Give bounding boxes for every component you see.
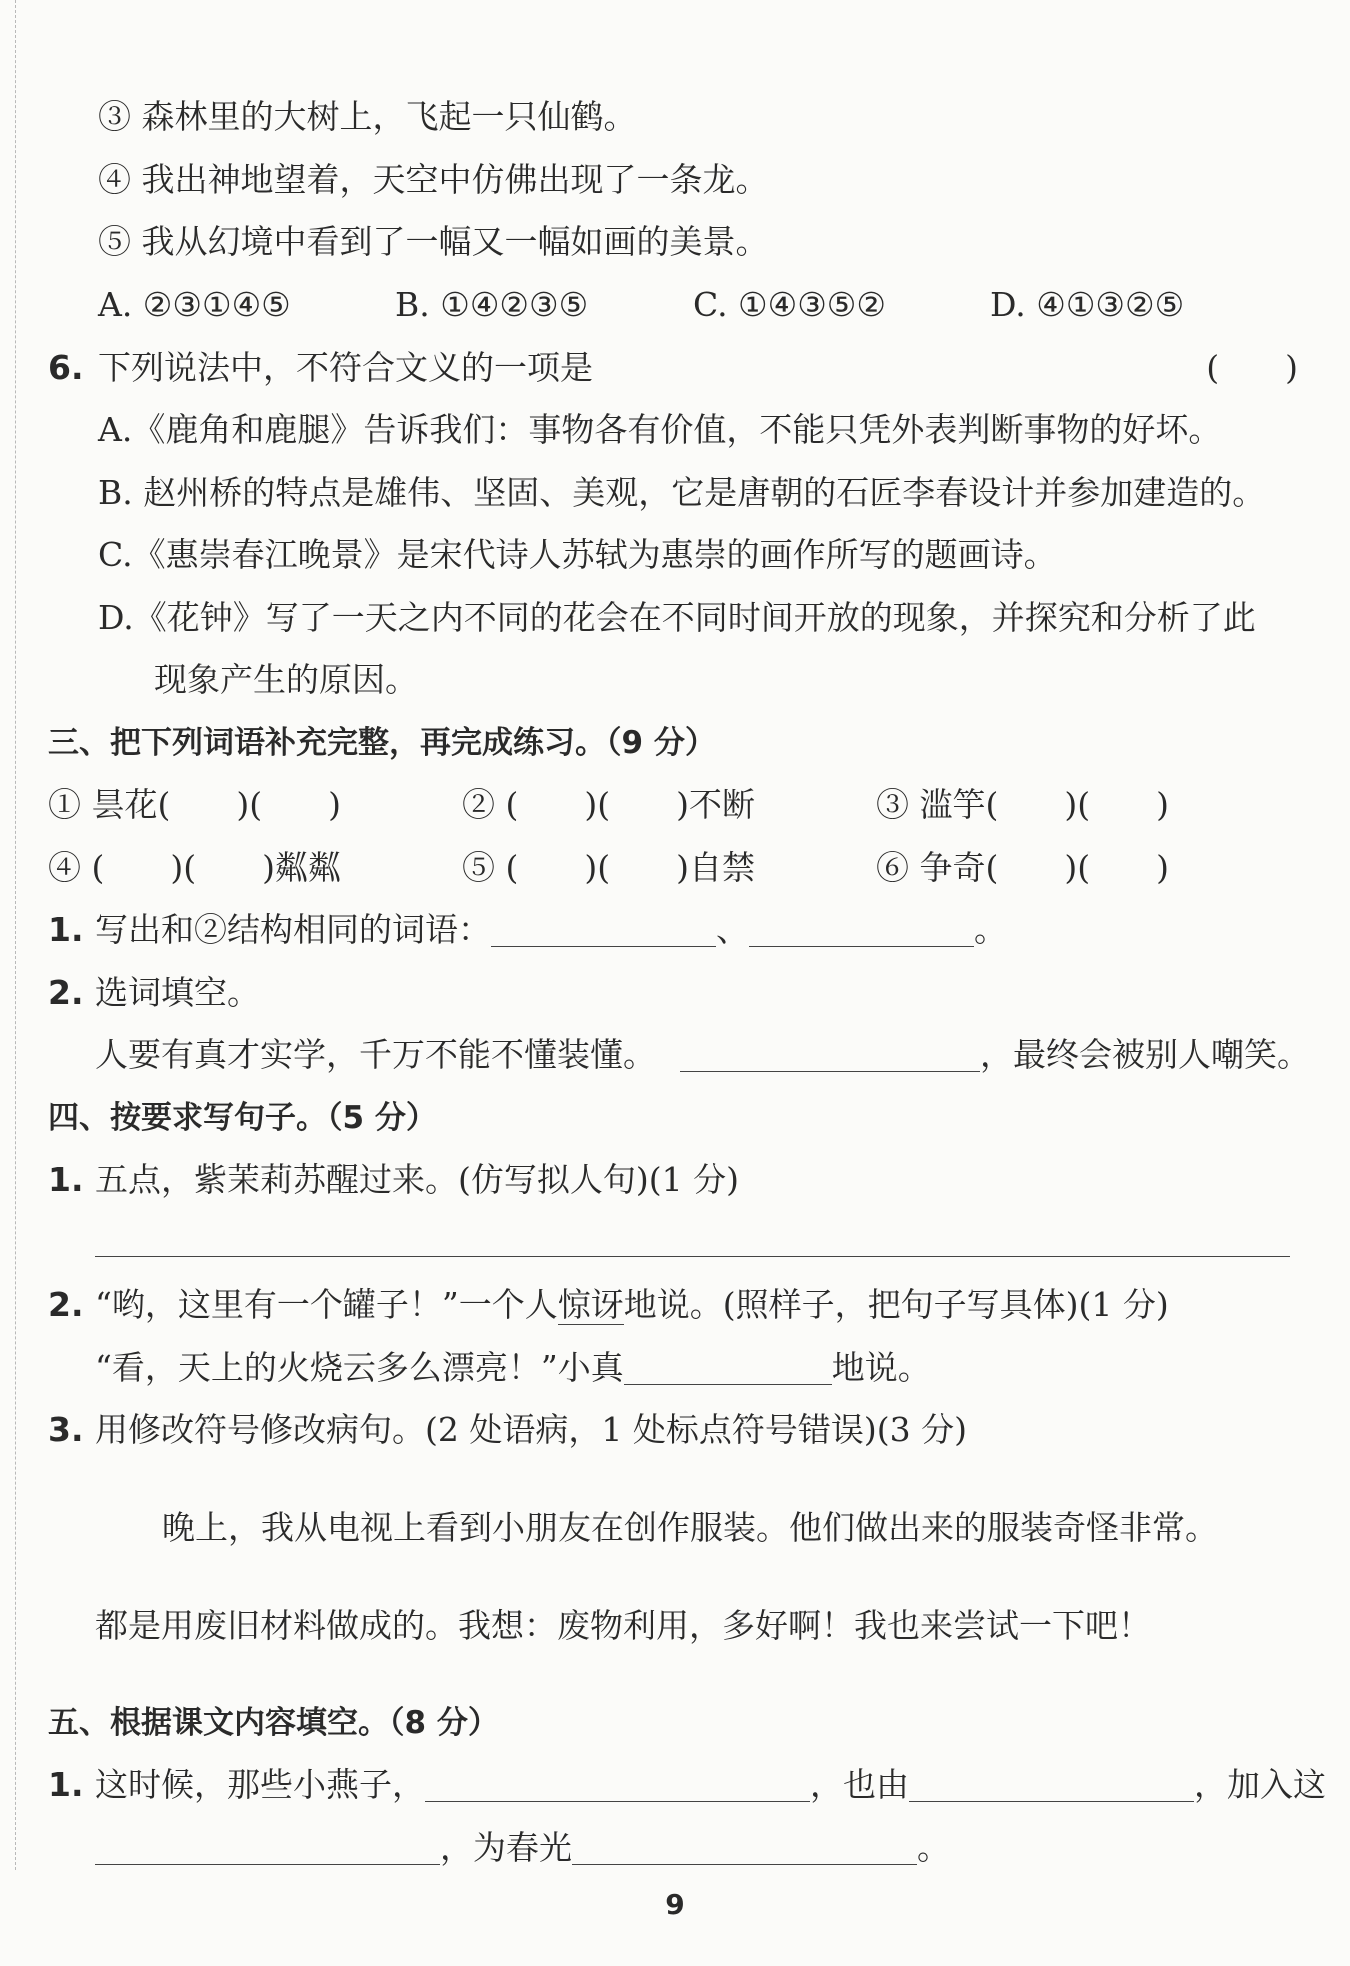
underlined-word: 惊讶 bbox=[557, 1285, 624, 1324]
sec3-q2-blank[interactable] bbox=[680, 1041, 980, 1072]
sec4-q1-answer-line[interactable] bbox=[95, 1256, 1290, 1257]
sec3-q1-blank-1[interactable] bbox=[491, 916, 716, 947]
word-1[interactable]: ① 昙花( )( ) bbox=[48, 785, 341, 824]
q5-option-d[interactable]: D. ④①③②⑤ bbox=[990, 285, 1185, 324]
sec5-q1-blank-1[interactable] bbox=[425, 1771, 810, 1802]
q6-answer-paren[interactable]: ( ) bbox=[1206, 348, 1298, 387]
q5-option-a[interactable]: A. ②③①④⑤ bbox=[98, 285, 291, 324]
q5-option-c[interactable]: C. ①④③⑤② bbox=[693, 285, 886, 324]
page-number: 9 bbox=[665, 1888, 685, 1921]
q5-option-b[interactable]: B. ①④②③⑤ bbox=[395, 285, 589, 324]
sec3-q1-blank-2[interactable] bbox=[749, 916, 974, 947]
word-4[interactable]: ④ ( )( )粼粼 bbox=[48, 848, 341, 887]
sec5-q1-blank-3[interactable] bbox=[95, 1834, 440, 1865]
word-5[interactable]: ⑤ ( )( )自禁 bbox=[462, 848, 755, 887]
sec4-q2-blank[interactable] bbox=[624, 1354, 832, 1385]
sec5-q1-blank-4[interactable] bbox=[572, 1834, 917, 1865]
binding-margin-line bbox=[15, 0, 16, 1870]
word-2[interactable]: ② ( )( )不断 bbox=[462, 785, 755, 824]
word-3[interactable]: ③ 滥竽( )( ) bbox=[876, 785, 1169, 824]
sec5-q1-blank-2[interactable] bbox=[909, 1771, 1194, 1802]
word-6[interactable]: ⑥ 争奇( )( ) bbox=[876, 848, 1169, 887]
